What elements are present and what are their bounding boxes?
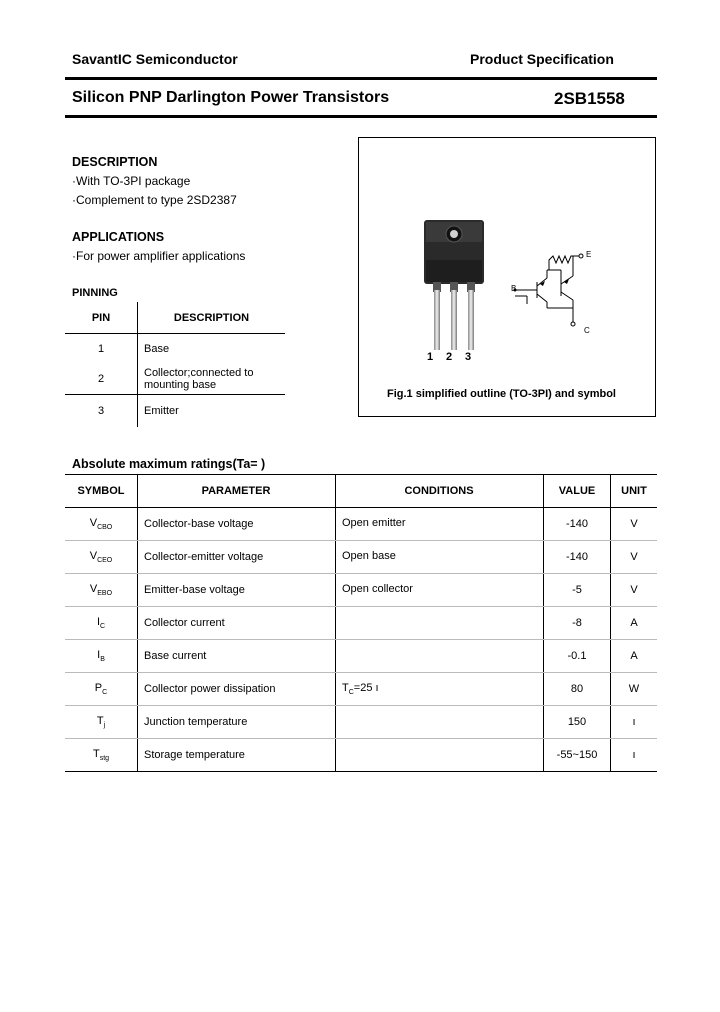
table-row	[65, 395, 285, 428]
unit-cell: ı	[611, 706, 658, 739]
pin-description: Base	[144, 343, 170, 355]
description-line-2: ·Complement to type 2SD2387	[72, 193, 237, 207]
ratings-heading: Absolute maximum ratings(Ta= )	[72, 457, 266, 471]
table-row	[65, 334, 285, 365]
conditions-cell	[336, 508, 544, 541]
description-column-header: DESCRIPTION	[138, 302, 286, 334]
symbol-cell	[65, 508, 138, 541]
parameter-column-header: PARAMETER	[138, 475, 336, 508]
pin-number: 3	[65, 395, 138, 428]
part-number: 2SB1558	[554, 89, 625, 108]
symbol-subscript: j	[103, 722, 106, 730]
symbol-subscript: CEO	[97, 557, 113, 565]
symbol-column-header: SYMBOL	[65, 475, 138, 508]
symbol-letter: I	[96, 615, 100, 628]
unit-cell: V	[611, 508, 658, 541]
value-cell: -140	[544, 508, 611, 541]
header-rule-top	[65, 77, 657, 80]
conditions-rest: =25 ı	[353, 681, 379, 694]
conditions-text: Open collector	[342, 582, 413, 595]
symbol-cell	[65, 739, 138, 772]
value-cell: 150	[544, 706, 611, 739]
unit-cell: ı	[611, 739, 658, 772]
table-row	[65, 364, 285, 395]
conditions-cell	[336, 541, 544, 574]
value-cell: 80	[544, 673, 611, 706]
pin-description: Collector;connected to mounting base	[138, 364, 286, 395]
symbol-subscript: B	[100, 656, 105, 664]
symbol-cell	[65, 541, 138, 574]
figure-caption: Fig.1 simplified outline (TO-3PI) and symbol	[387, 388, 616, 400]
symbol-cell	[65, 673, 138, 706]
table-row	[65, 607, 657, 640]
unit-cell: A	[611, 640, 658, 673]
parameter-cell: Emitter-base voltage	[138, 574, 336, 607]
parameter-cell: Storage temperature	[138, 739, 336, 772]
table-row	[65, 574, 657, 607]
package-pin-label-1: 1	[427, 351, 434, 363]
conditions-cell	[336, 640, 544, 673]
symbol-subscript: CBO	[97, 524, 113, 532]
symbol-letter: V	[89, 582, 98, 595]
conditions-cell	[336, 706, 544, 739]
figure-box	[358, 137, 656, 417]
package-outline-image	[409, 216, 499, 352]
package-pin-label-2: 2	[446, 351, 453, 363]
applications-line-1: ·For power amplifier applications	[72, 249, 246, 263]
description-heading: DESCRIPTION	[72, 155, 158, 169]
symbol-subscript: C	[100, 623, 106, 631]
symbol-subscript: C	[102, 689, 108, 697]
table-row	[65, 706, 657, 739]
parameter-cell: Collector-base voltage	[138, 508, 336, 541]
ratings-table	[65, 474, 657, 772]
parameter-cell: Collector power dissipation	[138, 673, 336, 706]
symbol-cell	[65, 607, 138, 640]
unit-cell: V	[611, 574, 658, 607]
conditions-text: T	[342, 681, 349, 694]
symbol-cell	[65, 574, 138, 607]
conditions-cell	[336, 607, 544, 640]
conditions-text: Open emitter	[342, 516, 406, 529]
value-cell: -0.1	[544, 640, 611, 673]
company-name: SavantIC Semiconductor	[72, 51, 238, 67]
symbol-label-c: C	[584, 326, 590, 335]
value-cell: -140	[544, 541, 611, 574]
conditions-cell	[336, 673, 544, 706]
pinning-table	[65, 302, 285, 427]
symbol-letter: T	[96, 714, 104, 727]
table-row	[65, 640, 657, 673]
parameter-cell: Collector-emitter voltage	[138, 541, 336, 574]
pin-number: 2	[65, 364, 138, 395]
package-pin-label-3: 3	[465, 351, 472, 363]
symbol-letter: V	[89, 516, 98, 529]
conditions-cell	[336, 739, 544, 772]
symbol-subscript: stg	[99, 755, 110, 763]
applications-heading: APPLICATIONS	[72, 230, 165, 244]
header-rule-bottom	[65, 115, 657, 118]
conditions-subscript: C	[348, 689, 354, 697]
parameter-cell: Base current	[138, 640, 336, 673]
table-row	[65, 739, 657, 772]
unit-cell: W	[611, 673, 658, 706]
symbol-letter: P	[94, 681, 103, 694]
value-column-header: VALUE	[544, 475, 611, 508]
parameter-cell: Collector current	[138, 607, 336, 640]
table-row	[65, 508, 657, 541]
pin-description: Emitter	[144, 405, 179, 417]
value-cell: -55~150	[544, 739, 611, 772]
symbol-label-b: B	[511, 284, 517, 293]
unit-cell: A	[611, 607, 658, 640]
conditions-text: Open base	[342, 549, 396, 562]
conditions-cell	[336, 574, 544, 607]
conditions-column-header: CONDITIONS	[336, 475, 544, 508]
symbol-letter: T	[92, 747, 100, 760]
pin-column-header: PIN	[65, 302, 138, 334]
unit-cell: V	[611, 541, 658, 574]
value-cell: -8	[544, 607, 611, 640]
description-line-1: ·With TO-3PI package	[72, 174, 191, 188]
symbol-letter: I	[97, 648, 101, 661]
table-row	[65, 673, 657, 706]
table-row	[65, 541, 657, 574]
darlington-symbol-icon	[509, 246, 599, 336]
pinning-heading: PINNING	[72, 287, 118, 299]
symbol-letter: V	[89, 549, 98, 562]
symbol-cell	[65, 640, 138, 673]
symbol-cell	[65, 706, 138, 739]
parameter-cell: Junction temperature	[138, 706, 336, 739]
document-type: Product Specification	[470, 51, 614, 67]
pin-number: 1	[65, 334, 138, 365]
document-title: Silicon PNP Darlington Power Transistors	[72, 89, 390, 106]
symbol-label-e: E	[586, 250, 592, 259]
unit-column-header: UNIT	[611, 475, 658, 508]
value-cell: -5	[544, 574, 611, 607]
symbol-subscript: EBO	[97, 590, 113, 598]
